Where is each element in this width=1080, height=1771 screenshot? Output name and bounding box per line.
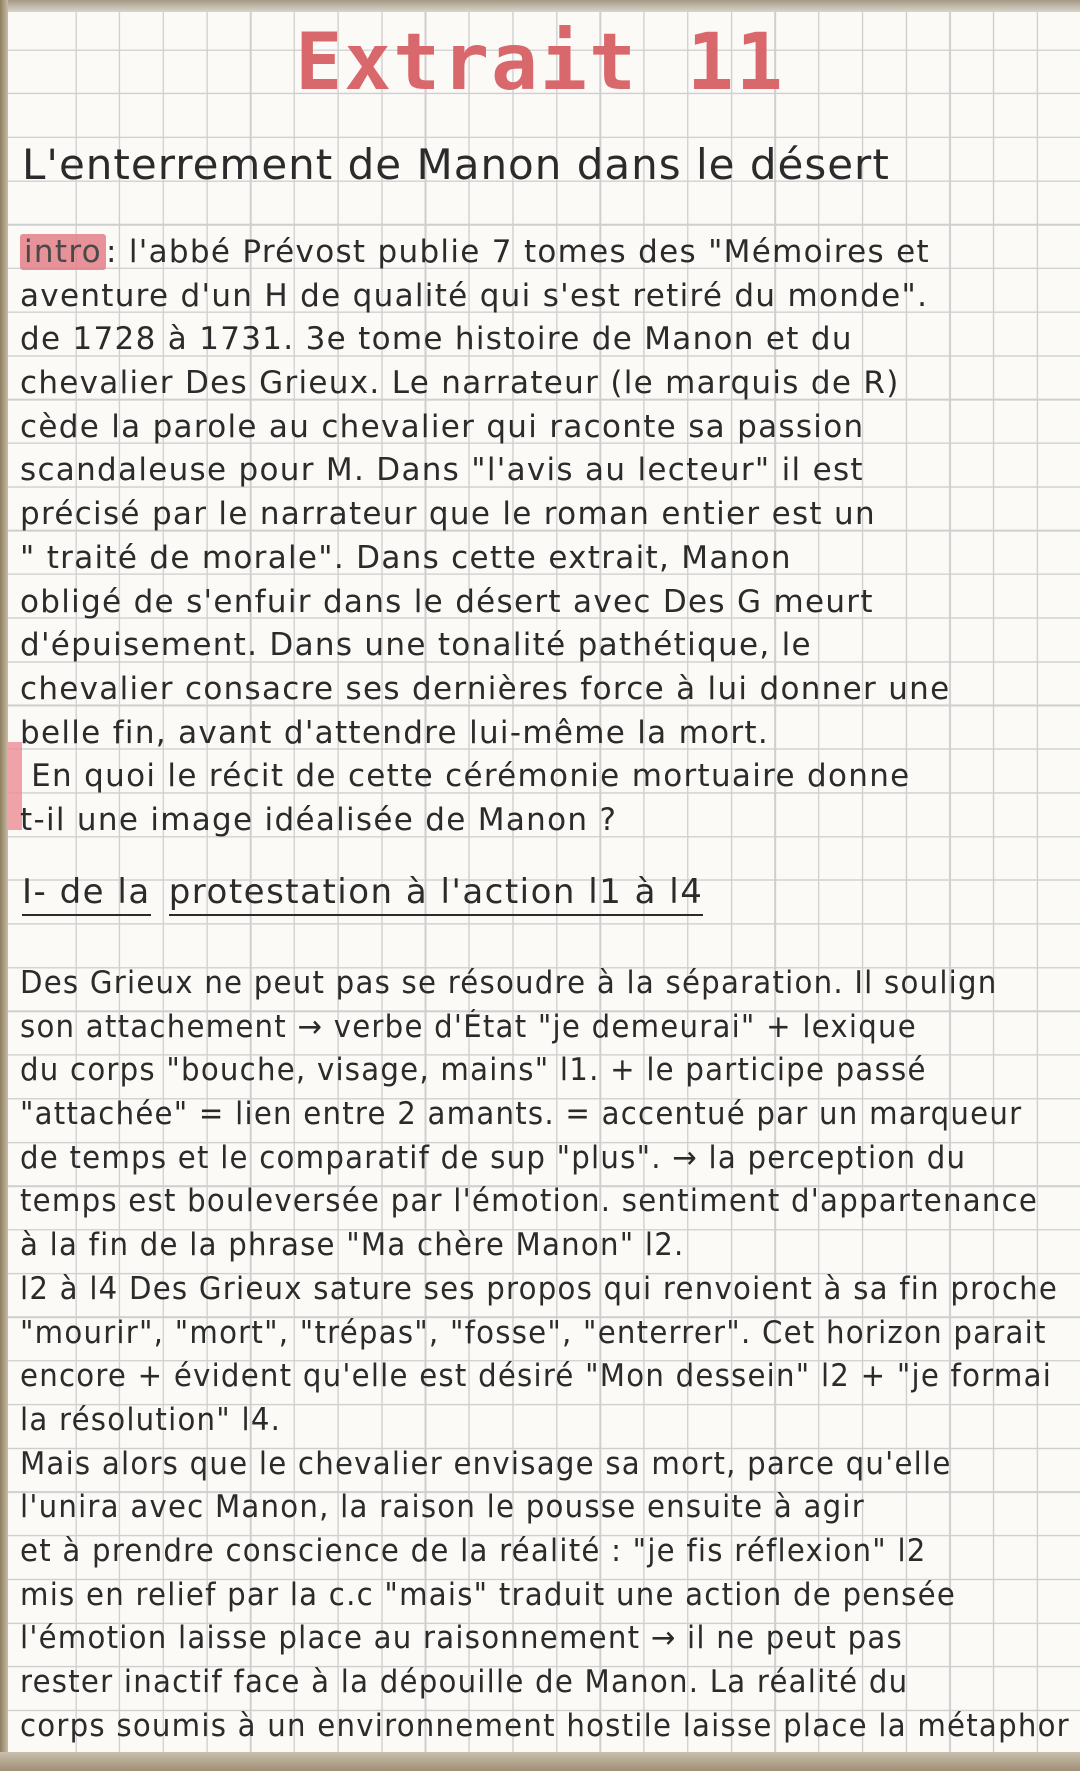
intro-line: cède la parole au chevalier qui raconte sa passion	[20, 408, 865, 445]
body-line: Mais alors que le chevalier envisage sa mort, parce qu'elle	[20, 1445, 952, 1482]
body-line: rester inactif face à la dépouille de Manon. La réalité du	[20, 1664, 909, 1700]
section-heading-part: I- de la	[22, 872, 151, 916]
problem-question-line: En quoi le récit de cette cérémonie mortuaire donne	[20, 758, 911, 795]
body-line: l'unira avec Manon, la raison le pousse ensuite à agir	[20, 1489, 865, 1526]
body-line: Des Grieux ne peut pas se résoudre à la séparation. Il soulign	[20, 965, 998, 1001]
intro-line: chevalier Des Grieux. Le narrateur (le marquis de R)	[20, 365, 900, 402]
body-line: son attachement → verbe d'État "je demeurai" + lexique	[20, 1008, 917, 1045]
intro-line: belle fin, avant d'attendre lui-même la mort.	[20, 714, 770, 751]
intro-line: chevalier consacre ses dernières force à lui donner une	[20, 670, 951, 707]
body-line: à la fin de la phrase "Ma chère Manon" l2.	[20, 1227, 685, 1264]
body-line: "attachée" = lien entre 2 amants. = accentué par un marqueur	[20, 1096, 1023, 1133]
problem-question-line: t-il une image idéalisée de Manon ?	[20, 801, 618, 838]
intro-line: de 1728 à 1731. 3e tome histoire de Manon et du	[20, 321, 853, 358]
page-top-edge	[0, 0, 1080, 12]
section-heading-part: protestation à l'action l1 à l4	[169, 872, 704, 916]
intro-line: précisé par le narrateur que le roman entier est un	[20, 496, 876, 533]
intro-line: aventure d'un H de qualité qui s'est retiré du monde".	[20, 277, 929, 314]
intro-line: scandaleuse pour M. Dans "l'avis au lecteur" il est	[20, 452, 864, 489]
body-line: et à prendre conscience de la réalité : "je fis réflexion" l2	[20, 1532, 927, 1569]
intro-paragraph	[20, 231, 950, 843]
page-left-edge	[0, 0, 8, 1771]
body-line: temps est bouleversée par l'émotion. sentiment d'appartenance	[20, 1183, 1039, 1220]
intro-label: intro	[20, 234, 106, 270]
body-line: de temps et le comparatif de sup "plus". → la perception du	[20, 1139, 967, 1176]
body-line: corps soumis à un environnement hostile laisse place la métaphor	[20, 1707, 1070, 1744]
page-bottom-edge	[0, 1752, 1080, 1771]
body-line: l'émotion laisse place au raisonnement → il ne peut pas	[20, 1620, 903, 1657]
section-body	[20, 962, 1080, 1748]
body-line: l2 à l4 Des Grieux sature ses propos qui renvoient à sa fin proche	[20, 1270, 1059, 1307]
page-title: Extrait 11	[295, 18, 785, 108]
intro-line: obligé de s'enfuir dans le désert avec Des G meurt	[20, 583, 874, 620]
page-subtitle: L'enterrement de Manon dans le désert	[22, 140, 890, 189]
body-line: du corps "bouche, visage, mains" l1. + le participe passé	[20, 1052, 927, 1089]
intro-line	[20, 231, 950, 275]
body-line: "mourir", "mort", "trépas", "fosse", "enterrer". Cet horizon parait	[20, 1314, 1047, 1351]
body-line: mis en relief par la c.c "mais" traduit une action de pensée	[20, 1576, 957, 1613]
intro-line: " traité de morale". Dans cette extrait, Manon	[20, 539, 792, 576]
body-line: encore + évident qu'elle est désiré "Mon dessein" l2 + "je formai	[20, 1358, 1053, 1395]
body-line: la résolution" l4.	[20, 1401, 282, 1438]
intro-line: d'épuisement. Dans une tonalité pathétique, le	[20, 627, 812, 664]
section-heading	[22, 872, 703, 916]
intro-line-text: : l'abbé Prévost publie 7 tomes des "Mémoires et	[105, 234, 930, 270]
